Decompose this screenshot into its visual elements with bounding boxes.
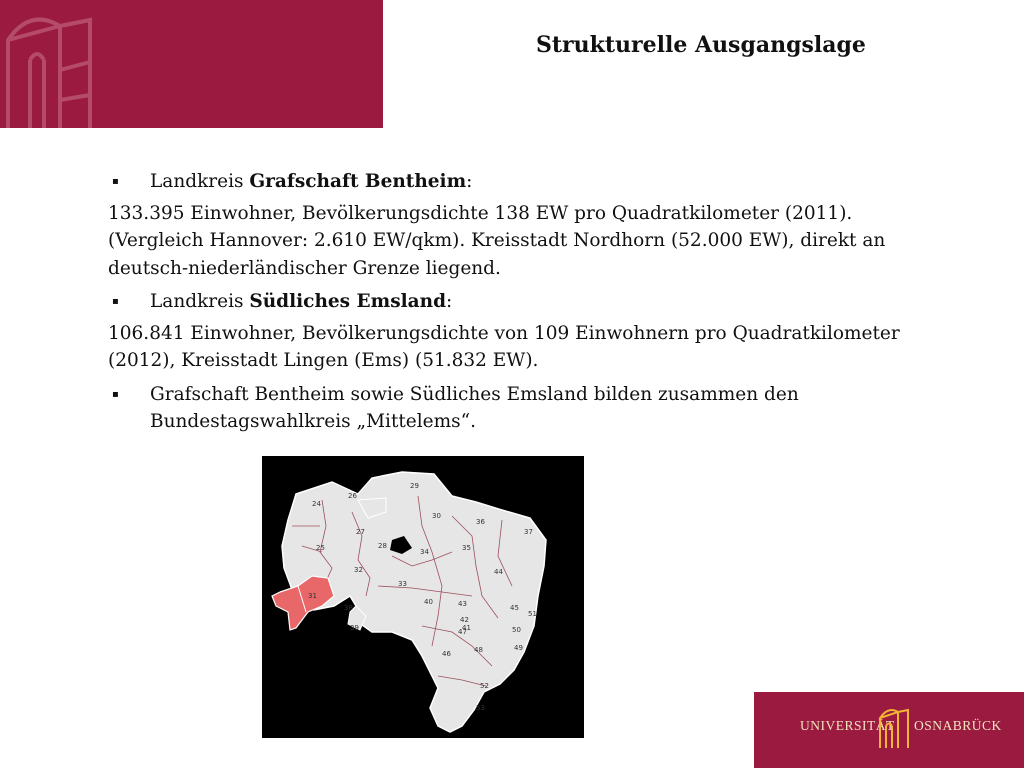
- paragraph-emsland: 106.841 Einwohner, Bevölkerungsdichte von 109 Einwohnern pro Quadratkilometer (2012), Kreisstadt Lingen (Ems) (51.832 EW).: [108, 322, 900, 371]
- bullet-text: [150, 168, 472, 196]
- district-label-43: 43: [458, 600, 467, 608]
- bullet-marker: ▪: [112, 176, 119, 187]
- bullet-prefix: Landkreis: [150, 171, 250, 192]
- bullet-suffix: :: [466, 171, 473, 192]
- bullet-item-emsland: [108, 288, 938, 316]
- district-label-33: 33: [398, 580, 407, 588]
- bullet-text: [150, 288, 452, 316]
- district-label-29: 29: [410, 482, 419, 490]
- district-label-28: 28: [378, 542, 387, 550]
- district-label-52: 52: [480, 682, 489, 690]
- bullet-prefix: Landkreis: [150, 291, 250, 312]
- district-label-30: 30: [432, 512, 441, 520]
- bullet-item-wahlkreis: [108, 381, 938, 436]
- footer-logo-band: [754, 692, 1024, 768]
- district-label-24: 24: [312, 500, 321, 508]
- district-label-50: 50: [512, 626, 521, 634]
- building-outline-icon: [0, 0, 383, 128]
- district-label-37: 37: [524, 528, 533, 536]
- district-label-31: 31: [308, 592, 317, 600]
- content-body: [108, 168, 938, 436]
- university-logo-icon: [876, 702, 910, 750]
- lower-saxony-map: [262, 456, 584, 738]
- header-band: [0, 0, 383, 128]
- district-label-26: 26: [348, 492, 357, 500]
- district-label-35: 35: [462, 544, 471, 552]
- district-label-36: 36: [476, 518, 485, 526]
- page-title: Strukturelle Ausgangslage: [536, 32, 866, 58]
- district-label-49: 49: [514, 644, 523, 652]
- logo-text-right: OSNABRÜCK: [914, 718, 1002, 733]
- bullet-bold: Grafschaft Bentheim: [249, 171, 467, 192]
- bullet-text: Grafschaft Bentheim sowie Südliches Emsland bilden zusammen den Bundestagswahlkreis „Mittelems“.: [150, 383, 799, 432]
- paragraph-bentheim: 133.395 Einwohner, Bevölkerungsdichte 138 EW pro Quadratkilometer (2011). (Vergleich Hannover: 2.610 EW/qkm). Kreisstadt Nordhorn (52.000 EW), direkt an deutsch-niederländischer Grenze liegend.: [108, 202, 886, 279]
- district-label-47: 47: [458, 628, 467, 636]
- bullet-item-bentheim: [108, 168, 938, 196]
- district-map: [262, 456, 584, 738]
- bullet-suffix: :: [446, 291, 453, 312]
- bullet-marker: ▪: [112, 296, 119, 307]
- district-label-46: 46: [442, 650, 451, 658]
- bullet-bold: Südliches Emsland: [249, 291, 447, 312]
- district-label-44: 44: [494, 568, 503, 576]
- district-label-32: 32: [354, 566, 363, 574]
- district-label-53: 53: [476, 704, 485, 712]
- district-label-48: 48: [474, 646, 483, 654]
- bullet-marker: ▪: [112, 388, 119, 400]
- district-label-38: 38: [344, 604, 353, 612]
- district-label-51: 51: [528, 610, 537, 618]
- district-label-40: 40: [424, 598, 433, 606]
- district-label-27: 27: [356, 528, 365, 536]
- district-label-42: 42: [460, 616, 469, 624]
- district-label-45: 45: [510, 604, 519, 612]
- district-label-25: 25: [316, 544, 325, 552]
- district-label-34: 34: [420, 548, 429, 556]
- district-label-41: 41: [462, 624, 471, 632]
- district-label-39: 39: [350, 624, 359, 632]
- logo-text-left: UNIVERSITÄT: [800, 718, 895, 733]
